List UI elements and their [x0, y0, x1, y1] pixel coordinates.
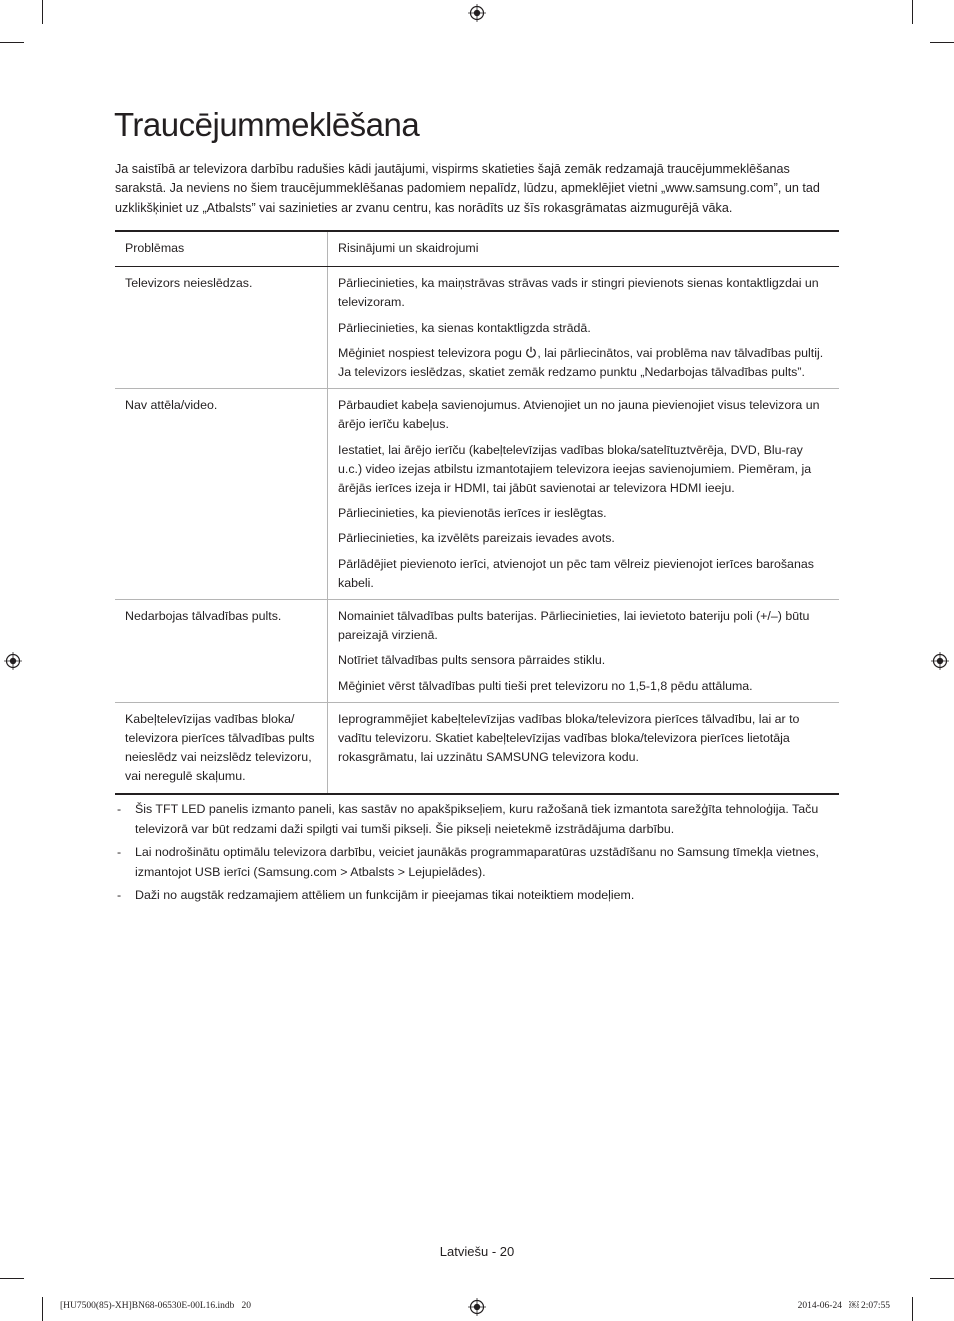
- header-problems: Problēmas: [115, 231, 328, 267]
- dash-bullet: -: [117, 888, 122, 902]
- solution-item: Pārliecinieties, ka izvēlēts pareizais ievades avots.: [338, 531, 615, 546]
- registration-mark-icon: [468, 4, 486, 22]
- solution-item: Pārliecinieties, ka sienas kontaktligzda strādā.: [338, 320, 591, 335]
- solution-item: [338, 344, 829, 382]
- print-slug-right: 2014-06-24 ￼ 2:07:55: [797, 1301, 890, 1311]
- solutions-cell: [328, 600, 840, 703]
- solution-item: Nomainiet tālvadības pults baterijas. Pārliecinieties, lai ievietoto bateriju poli (+/–) būtu pareizajā virzienā.: [338, 609, 810, 643]
- dash-bullet: -: [117, 802, 122, 816]
- crop-mark: [912, 0, 913, 24]
- solution-item: Notīriet tālvadības pults sensora pārraides stiklu.: [338, 653, 606, 668]
- table-row: [115, 389, 839, 600]
- crop-mark: [42, 1297, 43, 1321]
- registration-mark-icon: [931, 652, 949, 670]
- list-item: [115, 886, 835, 906]
- solutions-cell: [328, 267, 840, 389]
- registration-mark-icon: [468, 1298, 486, 1316]
- solution-item: Pārliecinieties, ka maiņstrāvas strāvas vads ir stingri pievienots sienas kontaktligzdai un televizoram.: [338, 276, 819, 310]
- crop-mark: [0, 42, 24, 43]
- header-solutions: Risinājumi un skaidrojumi: [328, 231, 840, 267]
- solution-item: Pārbaudiet kabeļa savienojumus. Atvienojiet un no jauna pievienojiet visus televizora un ārējo ierīču kabeļus.: [338, 398, 820, 432]
- crop-mark: [0, 1278, 24, 1279]
- crop-mark: [42, 0, 43, 24]
- power-icon: [525, 346, 537, 358]
- table-row: [115, 600, 839, 703]
- note-text: Lai nodrošinātu optimālu televizora darbību, veiciet jaunākās programmaparatūras uzstādīšanu no Samsung tīmekļa vietnes, izmantojot USB ierīci (Samsung.com > Atbalsts > Lejupielādes).: [135, 845, 819, 879]
- solutions-cell: [328, 389, 840, 600]
- problem-cell: Nedarbojas tālvadības pults.: [115, 600, 328, 703]
- crop-mark: [912, 1297, 913, 1321]
- note-text: Daži no augstāk redzamajiem attēliem un funkcijām ir pieejamas tikai noteiktiem modeļiem.: [135, 888, 635, 902]
- solution-item: Iestatiet, lai ārējo ierīču (kabeļtelevīzijas vadības bloka/satelītuztvērēja, DVD, Blu-ray u.c.) video izejas atbilstu izmantotajiem televizora ieejas savienojumiem. Piemēram, ja ārējās ierīces izeja ir HDMI, tai jābūt savienotai ar televizora HDMI ieeju.: [338, 442, 812, 496]
- page-number: Latviešu - 20: [439, 1244, 515, 1259]
- solution-item: Pārlādējiet pievienoto ierīci, atvienojot un pēc tam vēlreiz pievienojot ierīces barošanas kabeli.: [338, 556, 814, 590]
- table-row: [115, 702, 839, 793]
- solution-item: Ieprogrammējiet kabeļtelevīzijas vadības bloka/televizora pierīces tālvadību, lai ar to vadītu televizoru. Skatiet kabeļtelevīzijas vadības bloka/televizora pierīces lietotāja rokasgrāmatu, lai uzzinātu SAMSUNG televizora kodu.: [338, 711, 800, 765]
- solution-text: Mēģiniet nospiest televizora pogu: [338, 345, 526, 360]
- dash-bullet: -: [117, 845, 122, 859]
- intro-paragraph: Ja saistībā ar televizora darbību radušies kādi jautājumi, vispirms skatieties šajā zemāk redzamajā traucējummeklēšanas sarakstā. Ja neviens no šiem traucējummeklēšanas padomiem nepalīdz, lūdzu, apmeklējiet vietni „www.samsung.com”, un tad uzklikšķiniet uz „Atbalsts” vai sazinieties ar zvanu centru, kas norādīts uz šīs rokasgrāmatas aizmugurējā vāka.: [115, 162, 820, 215]
- solution-text: , lai pārliecinātos, vai problēma nav tālvadības pultij. Ja televizors ieslēdzas, skatiet zemāk redzamo punktu „Nedarbojas tālvadības pults”.: [338, 345, 824, 380]
- print-slug-left: [HU7500(85)-XH]BN68-06530E-00L16.indb 20: [60, 1301, 252, 1311]
- problem-cell: Kabeļtelevīzijas vadības bloka/ televizora pierīces tālvadības pults neieslēdz vai neizslēdz televizoru, vai neregulē skaļumu.: [115, 702, 328, 793]
- list-item: [115, 843, 835, 882]
- registration-mark-icon: [4, 652, 22, 670]
- problem-cell: Nav attēla/video.: [115, 389, 328, 600]
- note-text: Šis TFT LED panelis izmanto paneli, kas sastāv no apakšpikseļiem, kuru ražošanā tiek izmantota sarežģīta tehnoloģija. Taču televizorā var būt redzami daži spilgti vai tumši pikseļi. Šie pikseļi neietekmē izstrādājuma darbību.: [135, 802, 819, 836]
- crop-mark: [930, 42, 954, 43]
- table-row: [115, 267, 839, 389]
- troubleshooting-table: [115, 230, 839, 795]
- problem-cell: Televizors neieslēdzas.: [115, 267, 328, 389]
- solution-item: Mēģiniet vērst tālvadības pulti tieši pret televizoru no 1,5-1,8 pēdu attāluma.: [338, 678, 753, 693]
- solutions-cell: [328, 702, 840, 793]
- notes-list: [115, 800, 835, 910]
- list-item: [115, 800, 835, 839]
- table-header-row: [115, 231, 839, 267]
- page-title: Traucējummeklēšana: [114, 106, 420, 143]
- solution-item: Pārliecinieties, ka pievienotās ierīces ir ieslēgtas.: [338, 506, 607, 521]
- crop-mark: [930, 1278, 954, 1279]
